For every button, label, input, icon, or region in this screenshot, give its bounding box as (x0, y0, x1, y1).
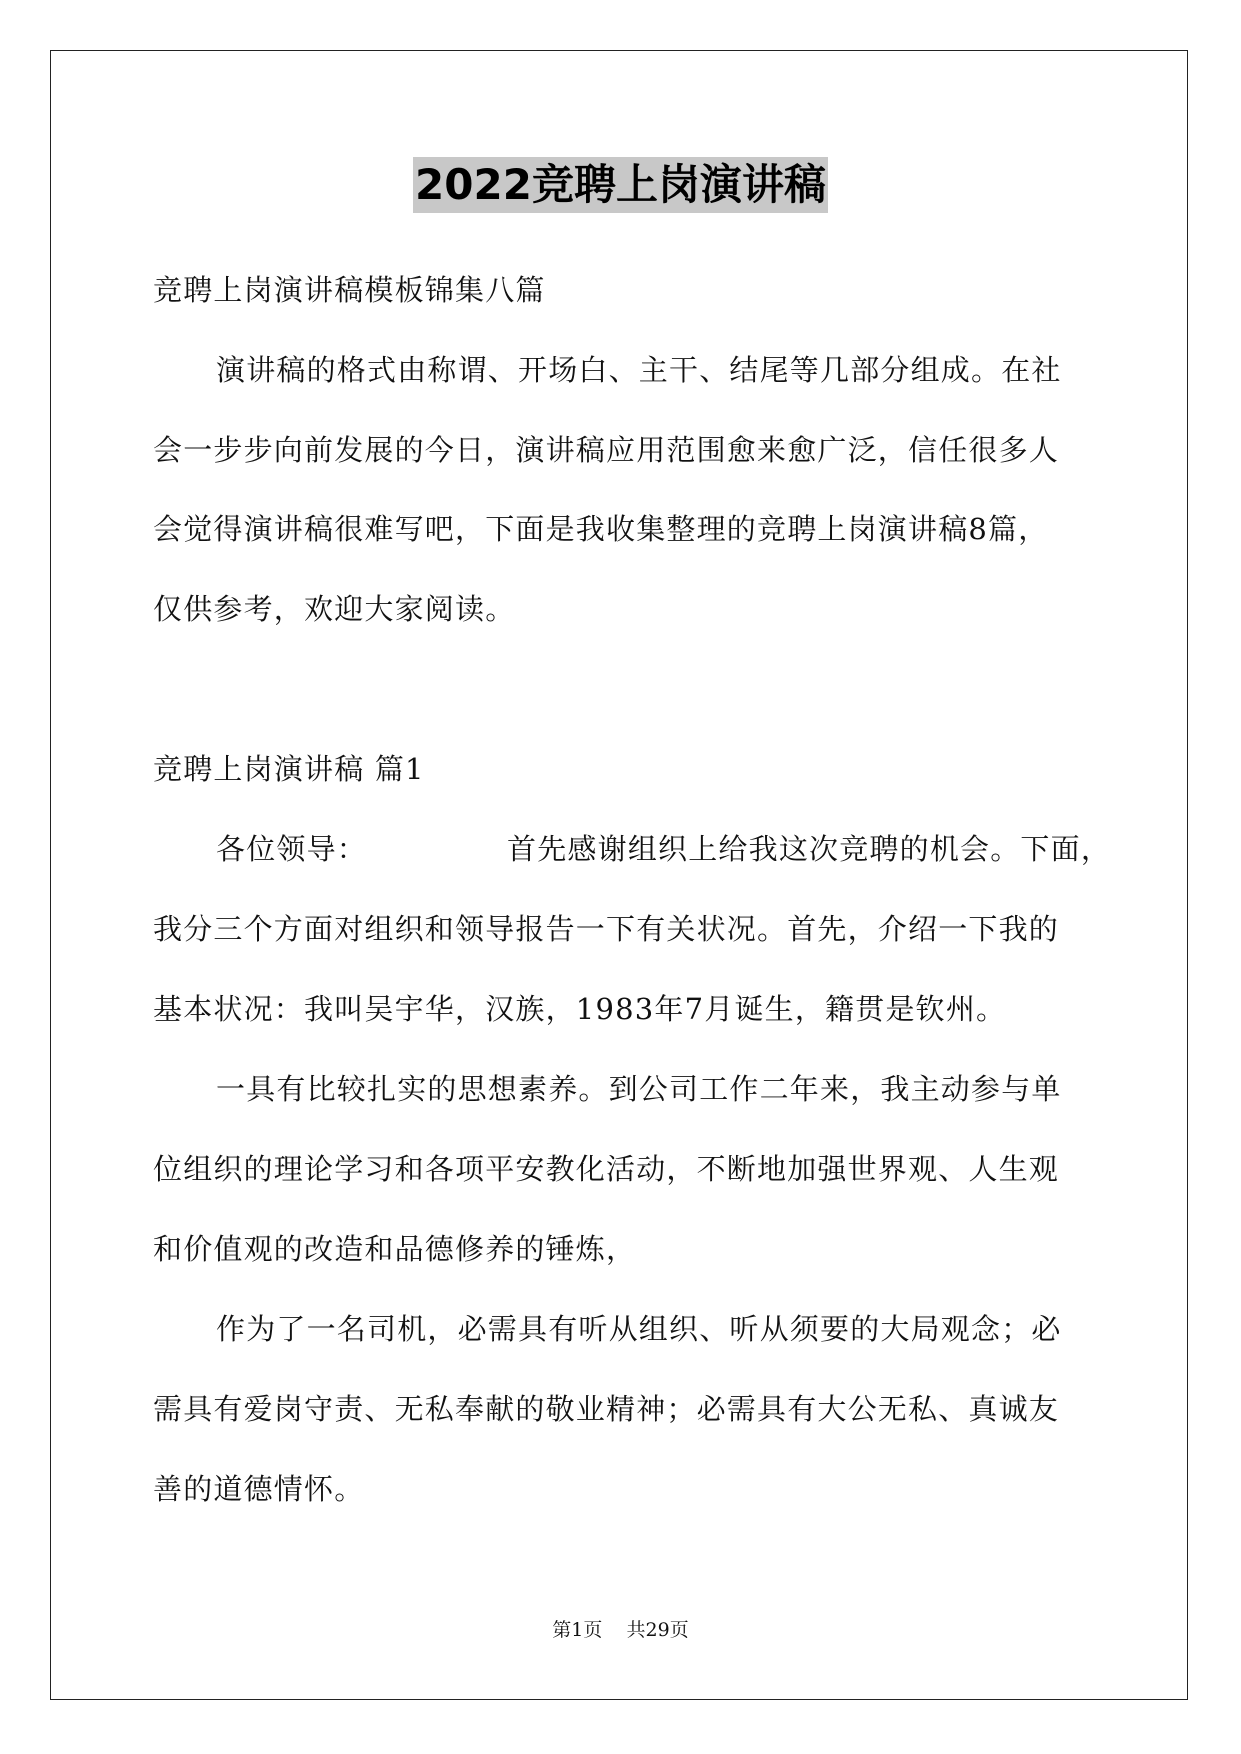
document-subtitle: 竞聘上岗演讲稿模板锦集八篇 (153, 273, 546, 307)
intro-line-1: 演讲稿的格式由称谓、开场白、主干、结尾等几部分组成。在社 (216, 353, 1062, 387)
page-number: 第1页 (552, 1619, 603, 1641)
intro-line-4: 仅供参考，欢迎大家阅读。 (153, 592, 516, 626)
para2-line-1: 一具有比较扎实的思想素养。到公司工作二年来，我主动参与单 (216, 1072, 1062, 1106)
title-container (0, 157, 1241, 213)
intro-line-2: 会一步步向前发展的今日，演讲稿应用范围愈来愈广泛，信任很多人 (153, 433, 1060, 467)
para1-line-3: 基本状况：我叫吴宇华，汉族，1983年7月诞生，籍贯是钦州。 (153, 992, 1007, 1026)
page-total: 共29页 (626, 1619, 689, 1641)
document-title: 2022竞聘上岗演讲稿 (413, 157, 828, 213)
para1-line-1: 首先感谢组织上给我这次竞聘的机会。下面， (507, 832, 1112, 866)
intro-line-3: 会觉得演讲稿很难写吧，下面是我收集整理的竞聘上岗演讲稿8篇， (153, 512, 1049, 546)
section-heading: 竞聘上岗演讲稿 篇1 (153, 752, 425, 786)
page-footer (0, 1618, 1241, 1642)
para2-line-2: 位组织的理论学习和各项平安教化活动，不断地加强世界观、人生观 (153, 1152, 1060, 1186)
para3-line-3: 善的道德情怀。 (153, 1472, 365, 1506)
para3-line-1: 作为了一名司机，必需具有听从组织、听从须要的大局观念；必 (216, 1312, 1062, 1346)
paragraph-line (216, 829, 1111, 869)
para2-line-3: 和价值观的改造和品德修养的锤炼， (153, 1232, 637, 1266)
para1-line-2: 我分三个方面对组织和领导报告一下有关状况。首先，介绍一下我的 (153, 912, 1060, 946)
para3-line-2: 需具有爱岗守责、无私奉献的敬业精神；必需具有大公无私、真诚友 (153, 1392, 1060, 1426)
greeting: 各位领导： (216, 832, 368, 866)
